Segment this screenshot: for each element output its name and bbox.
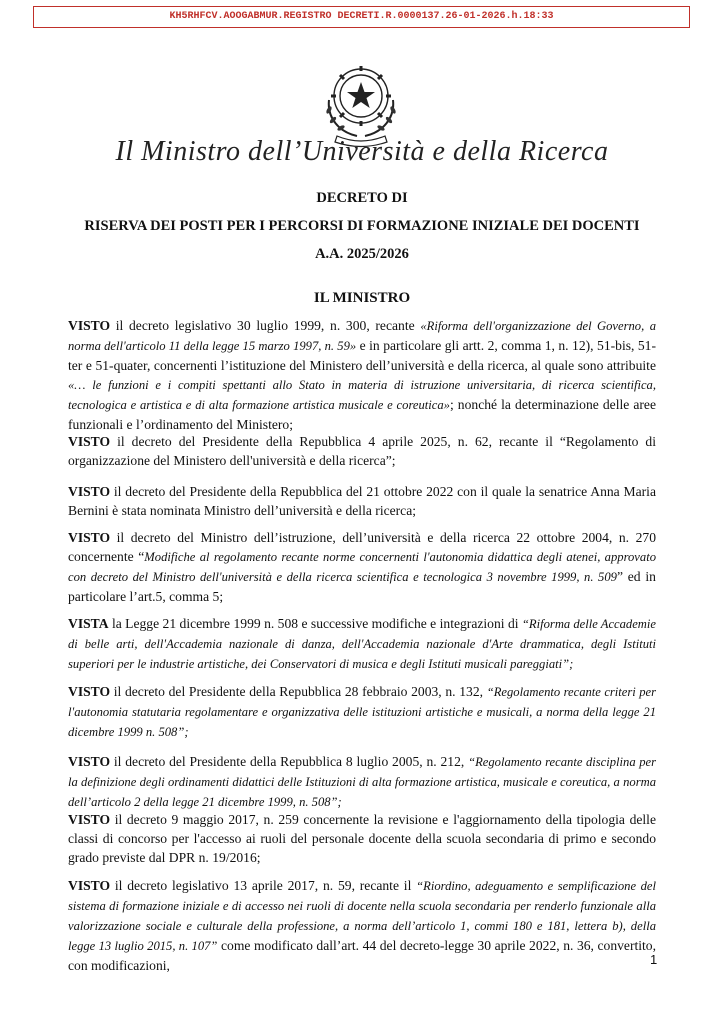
paragraph-1: VISTO il decreto legislativo 30 luglio 1999, n. 300, recante «Riforma dell'organizzazione del Governo, a norma dell'articolo 11 della legge 15 marzo 1997, n. 59» e in particolare gli artt. 2, comma 1, n. 12), 51-bis, 51-ter e 51-quater, concernenti l’istituzione del Ministero dell’università e della ricerca, al quale sono attribuite «… le funzioni e i compiti spettanti allo Stato in materia di istruzione universitaria, di ricerca scientifica, tecnologica e artistica e di alta formazione artistica musicale e coreutica»; nonché la determinazione delle aree funzionali e l’ordinamento del Ministero; [68, 318, 657, 432]
ministry-signature: Il Ministro dell’Università e della Ricerca [115, 136, 609, 167]
paragraph-7: VISTO il decreto del Presidente della Repubblica 8 luglio 2005, n. 212, “Regolamento recante disciplina per la definizione degli ordinamenti didattici delle Istituzioni di alta formazione artistica, musicale e coreutica, a norma dell’articolo 2 della legge 21 dicembre 1999, n. 508”; [68, 754, 657, 809]
italian-republic-emblem-icon [313, 52, 409, 148]
paragraph-4: VISTO il decreto del Ministro dell’istruzione, dell’università e della ricerca 22 ottobre 2004, n. 270 concernente “Modifiche al regolamento recante norme concernenti l'autonomia didattica degli atenei, approvato con decreto del Ministro dell'università e della ricerca scientifica e tecnologica 3 novembre 1999, n. 509” ed in particolare l’art.5, comma 5; [68, 530, 656, 604]
page-number: 1 [650, 952, 658, 967]
decree-title-line2: RISERVA DEI POSTI PER I PERCORSI DI FORMAZIONE INIZIALE DEI DOCENTI [84, 218, 640, 234]
paragraph-3: VISTO il decreto del Presidente della Repubblica del 21 ottobre 2022 con il quale la senatrice Anna Maria Bernini è stata nominata Ministro dell’università e della ricerca; [68, 484, 656, 518]
decree-title-line1: DECRETO DI [316, 190, 408, 206]
paragraph-2: VISTO il decreto del Presidente della Repubblica 4 aprile 2025, n. 62, recante il “Regolamento di organizzazione del Ministero dell'università e della ricerca”; [68, 434, 656, 468]
paragraph-5: VISTA la Legge 21 dicembre 1999 n. 508 e successive modifiche e integrazioni di “Riforma delle Accademie di belle arti, dell'Accademia nazionale di danza, dell'Accademia nazionale d'Arte drammatica, degli Istituti superiori per le industrie artistiche, dei Conservatori di musica e degli Istituti musicali pareggiati”; [68, 616, 656, 671]
paragraph-6: VISTO il decreto del Presidente della Repubblica 28 febbraio 2003, n. 132, “Regolamento recante criteri per l'autonomia statutaria regolamentare e organizzativa delle istituzioni artistiche e musicali, a norma della legge 21 dicembre 1999 n. 508”; [68, 684, 657, 739]
paragraph-8: VISTO il decreto 9 maggio 2017, n. 259 concernente la revisione e l'aggiornamento della tipologia delle classi di concorso per l'accesso ai ruoli del personale docente della scuola secondaria di primo e secondo grado previste dal DPR n. 19/2016; [68, 812, 656, 865]
minister-heading: IL MINISTRO [313, 290, 411, 306]
decree-title-line3: A.A. 2025/2026 [315, 246, 409, 262]
paragraph-9: VISTO il decreto legislativo 13 aprile 2017, n. 59, recante il “Riordino, adeguamento e semplificazione del sistema di formazione iniziale e di accesso nei ruoli di docente nella scuola secondaria per renderlo funzionale alla valorizzazione sociale e culturale della professione, a norma dell’articolo 1, commi 180 e 181, lettera b), della legge 13 luglio 2015, n. 107” come modificato dall’art. 44 del decreto-legge 30 aprile 2022, n. 36, convertito, con modificazioni, [68, 878, 656, 973]
protocol-stamp: KH5RHFCV.AOOGABMUR.REGISTRO DECRETI.R.0000137.26-01-2026.h.18:33 [33, 6, 690, 28]
